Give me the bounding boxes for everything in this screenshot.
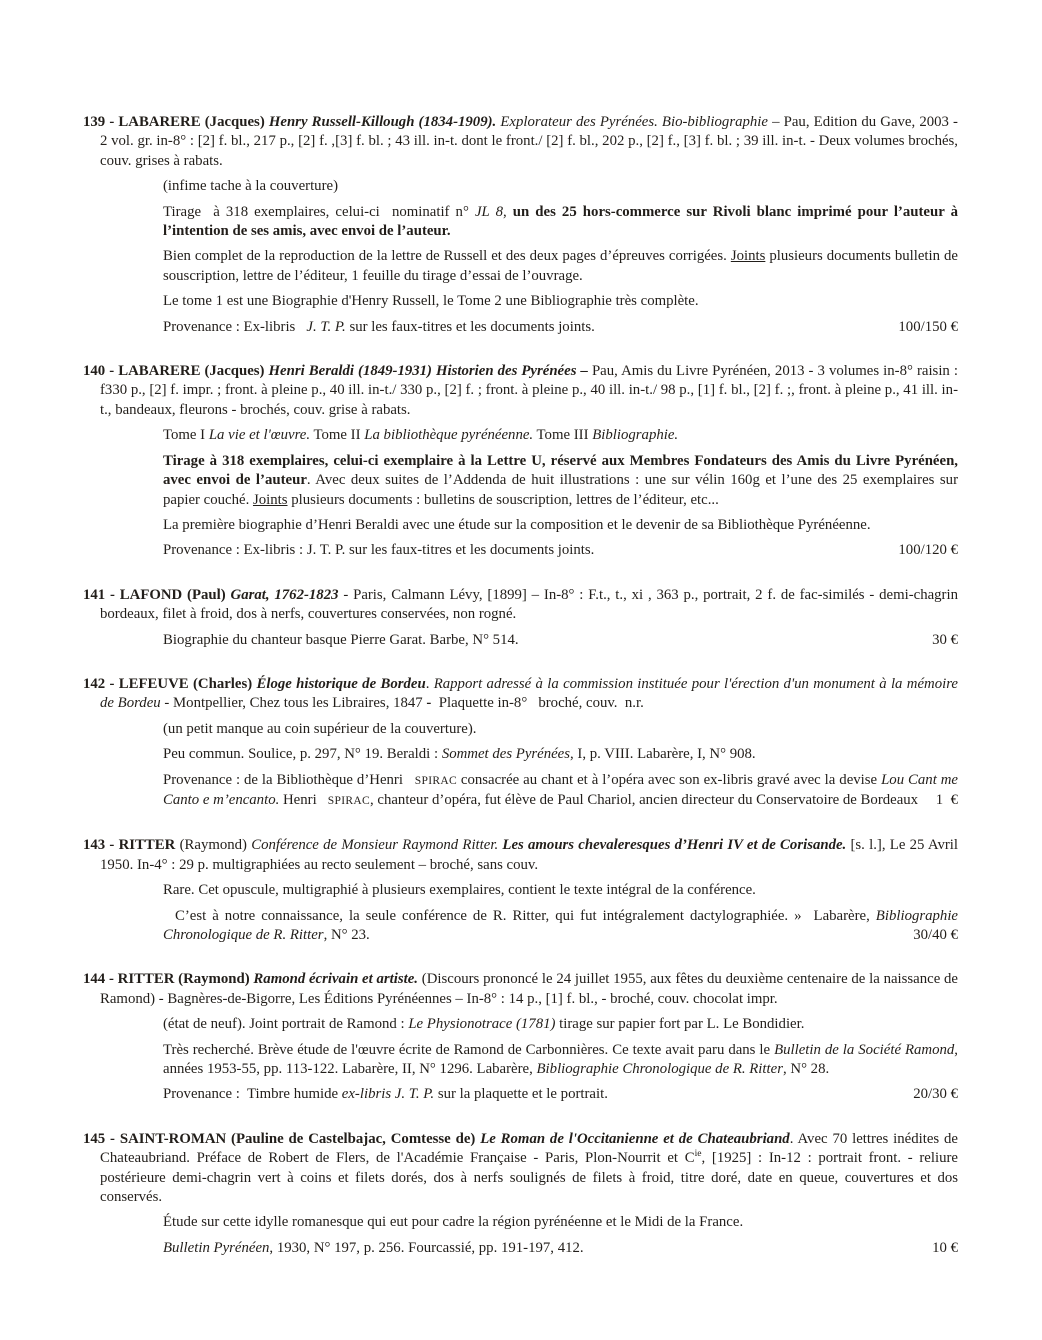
entry-note [163,292,958,311]
entry-heading [83,113,958,171]
text-run: Très recherché. Brève étude de l'œuvre écrite de Ramond de Carbonnières. Ce texte avait paru dans le [163,1041,775,1058]
entry-note [163,907,958,946]
text-run: Tirage à 318 exemplaires, celui-ci exemplaire à la Lettre U, réservé aux Membres Fondateurs des Amis du Livre Pyrénéen, avec envoi de l’auteur [163,452,958,489]
catalog-entry-145 [83,1130,958,1258]
text-run: Henri [279,791,328,808]
text-run: , années 1953-55, pp. 113-122. Labarère, II, N° 1296. Labarère, [163,1041,958,1078]
text-run: Explorateur des Pyrénées. Bio-bibliographie [500,114,768,130]
text-run: sur les faux-titres et les documents joints. [345,318,595,335]
entry-heading [83,1130,958,1208]
text-run: Provenance : Ex-libris : J. T. P. sur les faux-titres et les documents joints. [163,542,595,559]
text-run: Provenance : Ex-libris [163,318,307,335]
entry-note [163,318,958,337]
text-run: 142 - LEFEUVE (Charles) [83,675,257,692]
text-run: Provenance : de la Bibliothèque d’Henri [163,771,415,788]
text-run: plusieurs documents : bulletins de souscription, lettres de l’éditeur, etc... [287,491,719,508]
text-run: , 1930, N° 197, p. 256. Fourcassié, pp. 191-197, 412. [269,1239,584,1256]
catalog-entry-141 [83,586,958,650]
text-run: consacrée au chant et à l’opéra avec son ex-libris gravé avec la devise [456,771,882,788]
text-run: La bibliothèque pyrénéenne. [364,427,534,444]
text-run: , [1925] : In-12 : portrait front. - reliure postérieure demi-chagrin vert à coins et filets dorés, dos à nerfs soulignés de filets à froid, titre doré, date en queue, couvertures et dos conservés. [100,1150,958,1206]
entry-note [163,1041,958,1080]
text-run: Les amours chevaleresques d’Henri IV et de Corisande. [502,837,847,854]
entry-note [163,177,958,196]
text-run: (Discours prononcé le 24 juillet 1955, aux fêtes du deuxième centenaire de la naissance de Ramond) - Bagnères-de-Bigorre, Les Éditions Pyrénéennes – In-8° : 14 p., [1] f. bl., - broché, couv. chocolat impr. [100,971,958,1007]
text-run: Henri Beraldi (1849-1931) Historien des Pyrénées – [268,363,592,380]
text-run: Éloge historique de Bordeu [256,675,426,692]
text-run: Joints [730,248,766,265]
text-run: Garat, 1762-1823 [230,586,339,603]
text-run: La première biographie d’Henri Beraldi avec une étude sur la composition et le devenir de sa Bibliothèque Pyrénéenne. [163,516,871,533]
text-run: Tome III [533,427,593,444]
entry-note [163,745,958,764]
entry-note [163,1015,958,1034]
text-run: Pau, Amis du Livre Pyrénéen, 2013 - 3 volumes in-8° raisin : f330 p., [2] f. impr. ; front. à pleine p., 40 ill. in-t./ 330 p., [2] f. ; front. à pleine p., 40 ill. in-t./ 98 p., [1] f. bl., [2] f. ;, front. à pleine p., 41 ill. in-t., bandeaux, fleurons - brochés, couv. grise à rabats. [100,363,958,418]
text-run: SPIRAC [327,794,370,807]
text-run: SPIRAC [414,774,457,787]
text-run: - Paris, Calmann Lévy, [1899] – In-8° : F.t., t., xi , 363 p., portrait, 2 f. de fac-similés - demi-chagrin bordeaux, filet à froid, dos à nerfs, couvertures conservées, non rogné. [100,586,958,623]
entry-note [163,452,958,510]
price-label: 100/120 € [898,542,958,559]
entry-heading [83,362,958,420]
text-run: , chanteur d’opéra, fut élève de Paul Chariol, ancien directeur du Conservatoire de Bordeaux [369,791,919,808]
text-run: , N° 23. [323,927,370,943]
text-run: La vie et l'œuvre. [208,427,311,444]
text-run: Sommet des Pyrénées [441,746,571,763]
text-run: sur la plaquette et le portrait. [434,1086,608,1103]
text-run: (état de neuf). Joint portrait de Ramond : [163,1016,409,1033]
text-run: (infime tache à la couverture) [163,178,338,195]
text-run: Tome I [163,427,209,444]
text-run: Biographie du chanteur basque Pierre Garat. Barbe, N° 514. [163,631,519,648]
text-run: plusieurs documents bulletin de souscription, lettre de l’éditeur, 1 feuille du tirage d’essai de l’ouvrage. [163,248,958,284]
text-run: Le tome 1 est une Biographie d'Henry Russell, le Tome 2 une Bibliographie très complète. [163,293,699,310]
text-run: Peu commun. Soulice, p. 297, N° 19. Beraldi : [163,746,442,763]
text-run: Tirage à 318 exemplaires, celui-ci nominatif n° [163,203,475,220]
entry-note [163,631,958,650]
text-run: Conférence de Monsieur Raymond Ritter. [251,837,503,854]
text-run: – Pau, Edition du Gave, 2003 - 2 vol. gr. in-8° : [2] f. bl., 217 p., [2] f. ,[3] f. bl. ; 43 ill. in-t. dont le front./ [2] f. bl., 202 p., [2] f., [3] f. bl. ; 39 ill. in-t. - Deux volumes brochés, couv. grises à rabats. [100,114,958,169]
text-run: J. T. P. [306,318,346,335]
entry-note [163,881,958,900]
price-label: 30/40 € [913,927,958,943]
text-run: [s. l.], Le 25 Avril 1950. In-4° : 29 p. multigraphiées au recto seulement – broché, sans couv. [100,837,958,873]
text-run: 139 - LABARERE (Jacques) [83,114,269,130]
text-run: 140 - LABARERE (Jacques) [83,363,269,380]
entry-heading [83,836,958,875]
text-run: (Raymond) [175,837,252,854]
text-run: Provenance : Timbre humide [163,1086,342,1103]
text-run: ie [694,1148,702,1160]
text-run: JL 8 [474,203,503,220]
text-run: Ramond écrivain et artiste. [253,971,419,988]
text-run: Plaquette in-8° broché, couv. n.r. [435,695,644,712]
text-run: - Montpellier, Chez tous les Libraires, 1847 [160,695,427,712]
text-run: (un petit manque au coin supérieur de la couverture). [163,720,477,737]
text-run: Bibliographie Chronologique de R. Ritter [536,1061,783,1078]
catalog-entry-140 [83,362,958,561]
text-run: Bibliographie. [592,427,679,444]
entry-note [163,247,958,286]
text-run: , N° 28. [782,1061,830,1078]
entry-note [163,541,958,560]
catalog-entry-139 [83,113,958,337]
text-run: Henry Russell-Killough (1834-1909). [268,114,497,130]
price-label: 100/150 € [898,318,958,335]
entry-note [163,771,958,812]
text-run: 145 - SAINT-ROMAN (Pauline de Castelbajac, Comtesse de) [83,1130,481,1147]
text-run: Rare. Cet opuscule, multigraphié à plusieurs exemplaires, contient le texte intégral de la conférence. [163,882,756,899]
text-run: ex-libris J. T. P. [341,1086,435,1103]
price-label: 20/30 € [913,1086,958,1103]
entry-note [163,1239,958,1258]
price-label: 30 € [932,631,958,648]
entry-heading [83,970,958,1009]
entry-heading [83,675,958,714]
text-run: 143 - RITTER [83,837,176,854]
text-run: Le Roman de l'Occitanienne et de Chateaubriand [480,1130,790,1147]
entry-note [163,426,958,445]
text-run: Étude sur cette idylle romanesque qui eut pour cadre la région pyrénéenne et le Midi de la France. [163,1214,744,1231]
text-run: Joints [252,491,288,508]
entry-heading [83,586,958,625]
text-run: Bibliographie Chronologique de R. Ritter [163,907,958,943]
text-run: . Avec deux suites de l’Addenda de huit illustrations : une sur vélin 160g et l’une des 25 exemplaires sur papier couché. [163,472,958,508]
entry-note [163,516,958,535]
text-run: - [426,695,436,712]
catalog-entry-142 [83,675,958,811]
price-label: 10 € [932,1239,958,1256]
entry-note [163,720,958,739]
text-run: Rapport adressé à la commission instituée pour l'érection d'un monument à la mémoire de Bordeu [100,675,959,712]
text-run: C’est à notre connaissance, la seule conférence de R. Ritter, qui fut intégralement dactylographiée. » Labarère, [175,907,876,924]
entry-note [163,1085,958,1104]
text-run: tirage sur papier fort par L. Le Bondidier. [555,1016,805,1033]
text-run: Le Physionotrace (1781) [408,1016,556,1033]
text-run: . Avec 70 lettres inédites de Chateaubriand. Préface de Robert de Flers, de l'Académie Française - Paris, Plon-Nourrit et C [100,1130,958,1167]
text-run: 144 - RITTER (Raymond) [83,971,254,988]
entry-note [163,203,958,242]
text-run: Bulletin Pyrénéen [163,1239,270,1256]
text-run: , [502,203,513,220]
text-run: , I, p. VIII. Labarère, I, N° 908. [570,746,756,763]
text-run: Tome II [310,427,365,444]
entry-note [163,1213,958,1232]
text-run: Bulletin de la Société Ramond [774,1041,955,1058]
price-label: 1 € [935,791,958,808]
text-run: un des 25 hors-commerce sur Rivoli blanc imprimé pour l’auteur à l’intention de ses amis, avec envoi de l’auteur. [163,203,958,240]
catalog-entry-143 [83,836,958,945]
entries [83,113,958,1258]
catalog-entry-144 [83,970,958,1104]
text-run: Bien complet de la reproduction de la lettre de Russell et des deux pages d’épreuves corrigées. [163,248,731,265]
text-run: . [425,675,434,692]
text-run: Lou Cant me Canto e m’encanto. [163,771,958,808]
text-run: 141 - LAFOND (Paul) [83,586,231,603]
